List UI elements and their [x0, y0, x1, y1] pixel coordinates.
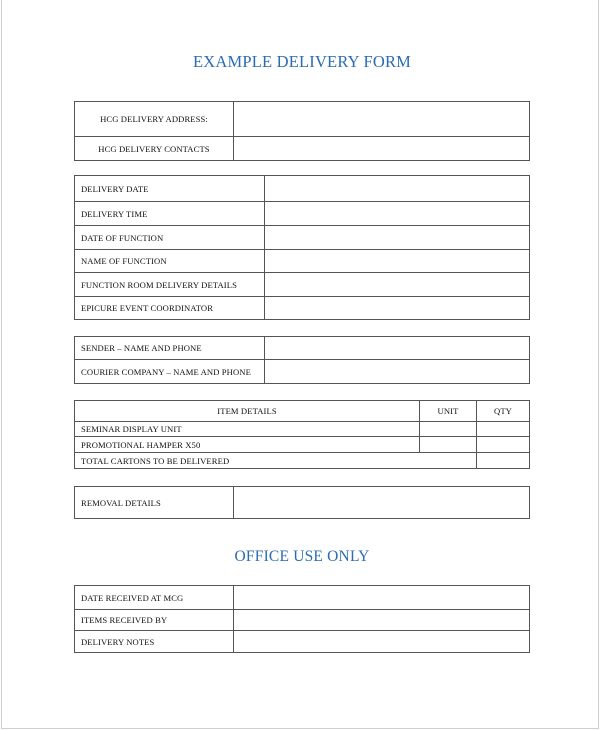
- date-received-field[interactable]: [234, 586, 530, 610]
- table-row: [75, 226, 530, 250]
- table-row: [75, 586, 530, 610]
- sender-courier-table: [74, 336, 530, 384]
- office-use-title: OFFICE USE ONLY: [234, 548, 370, 565]
- items-received-by-label: ITEMS RECEIVED BY: [75, 610, 234, 631]
- removal-details-label: REMOVAL DETAILS: [75, 487, 234, 519]
- date-of-function-field[interactable]: [265, 226, 530, 250]
- table-row: [75, 610, 530, 631]
- table-row: [75, 273, 530, 297]
- function-room-details-label: FUNCTION ROOM DELIVERY DETAILS: [75, 273, 265, 297]
- table-row: [75, 102, 530, 137]
- unit-cell[interactable]: [420, 437, 477, 453]
- table-row: [75, 176, 530, 202]
- qty-cell[interactable]: [477, 422, 530, 437]
- delivery-notes-field[interactable]: [234, 631, 530, 653]
- item-details-table: [74, 400, 530, 469]
- removal-details-field[interactable]: [234, 487, 530, 519]
- table-header-row: [75, 401, 530, 422]
- hcg-delivery-table: [74, 101, 530, 161]
- item-details-cell: PROMOTIONAL HAMPER X50: [75, 437, 420, 453]
- total-cartons-label: TOTAL CARTONS TO BE DELIVERED: [75, 453, 477, 469]
- table-row: [75, 437, 530, 453]
- items-received-by-field[interactable]: [234, 610, 530, 631]
- sender-field[interactable]: [265, 337, 530, 360]
- unit-cell[interactable]: [420, 422, 477, 437]
- table-row: [75, 337, 530, 360]
- table-row: [75, 422, 530, 437]
- table-row: [75, 137, 530, 161]
- total-cartons-qty[interactable]: [477, 453, 530, 469]
- delivery-time-label: DELIVERY TIME: [75, 202, 265, 226]
- hcg-delivery-address-label: HCG DELIVERY ADDRESS:: [75, 102, 234, 137]
- date-received-label: DATE RECEIVED AT MCG: [75, 586, 234, 610]
- name-of-function-label: NAME OF FUNCTION: [75, 250, 265, 273]
- unit-header: UNIT: [420, 401, 477, 422]
- delivery-time-field[interactable]: [265, 202, 530, 226]
- table-row: [75, 360, 530, 384]
- epicure-coordinator-field[interactable]: [265, 297, 530, 320]
- table-row: [75, 453, 530, 469]
- item-details-cell: SEMINAR DISPLAY UNIT: [75, 422, 420, 437]
- item-details-header: ITEM DETAILS: [75, 401, 420, 422]
- table-row: [75, 250, 530, 273]
- sender-label: SENDER – NAME AND PHONE: [75, 337, 265, 360]
- qty-header: QTY: [477, 401, 530, 422]
- hcg-delivery-address-field[interactable]: [234, 102, 530, 137]
- table-row: [75, 487, 530, 519]
- form-page: [1, 0, 599, 729]
- table-row: [75, 631, 530, 653]
- delivery-date-field[interactable]: [265, 176, 530, 202]
- form-title: EXAMPLE DELIVERY FORM: [192, 52, 412, 71]
- hcg-delivery-contacts-label: HCG DELIVERY CONTACTS: [75, 137, 234, 161]
- removal-details-table: [74, 486, 530, 519]
- delivery-notes-label: DELIVERY NOTES: [75, 631, 234, 653]
- qty-cell[interactable]: [477, 437, 530, 453]
- table-row: [75, 202, 530, 226]
- courier-field[interactable]: [265, 360, 530, 384]
- name-of-function-field[interactable]: [265, 250, 530, 273]
- courier-label: COURIER COMPANY – NAME AND PHONE: [75, 360, 265, 384]
- delivery-details-table: [74, 175, 530, 320]
- function-room-details-field[interactable]: [265, 273, 530, 297]
- epicure-coordinator-label: EPICURE EVENT COORDINATOR: [75, 297, 265, 320]
- date-of-function-label: DATE OF FUNCTION: [75, 226, 265, 250]
- table-row: [75, 297, 530, 320]
- hcg-delivery-contacts-field[interactable]: [234, 137, 530, 161]
- delivery-date-label: DELIVERY DATE: [75, 176, 265, 202]
- office-use-table: [74, 585, 530, 653]
